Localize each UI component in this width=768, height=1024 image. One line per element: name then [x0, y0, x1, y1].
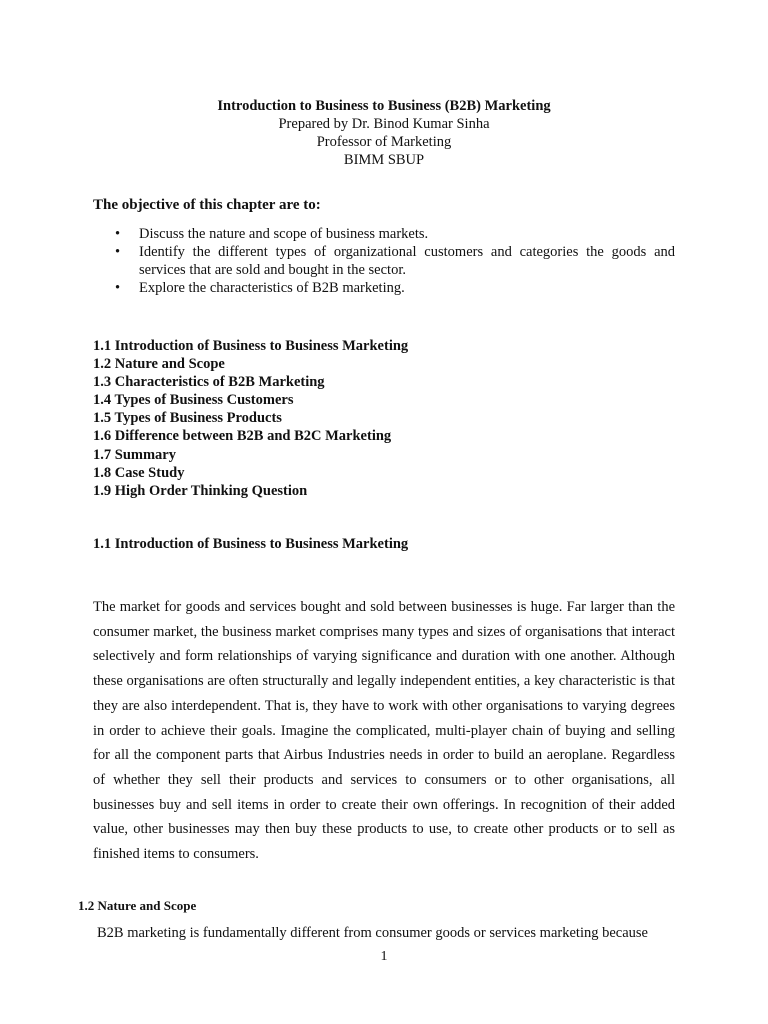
objectives-heading: The objective of this chapter are to:	[93, 197, 321, 213]
author-institution: BIMM SBUP	[343, 152, 425, 168]
toc-item: 1.2 Nature and Scope	[93, 356, 225, 373]
toc-item: 1.9 High Order Thinking Question	[93, 482, 308, 499]
toc-item: 1.5 Types of Business Products	[93, 410, 282, 427]
page-number: 1	[380, 949, 388, 964]
toc-item: 1.1 Introduction of Business to Business Marketing	[93, 338, 409, 354]
objectives-list	[93, 225, 675, 297]
toc-item: 1.6 Difference between B2B and B2C Marketing	[93, 428, 392, 445]
objective-text: Explore the characteristics of B2B marketing.	[139, 280, 405, 296]
objective-text: Discuss the nature and scope of business markets.	[139, 226, 429, 242]
body-paragraph-start: B2B marketing is fundamentally different from consumer goods or services marketing because	[97, 925, 648, 941]
author-line: Prepared by Dr. Binod Kumar Sinha	[278, 116, 490, 132]
author-position: Professor of Marketing	[316, 134, 452, 150]
document-title: Introduction to Business to Business (B2B) Marketing	[217, 98, 551, 114]
bullet-icon: •	[115, 280, 121, 296]
body-paragraph: The market for goods and services bought and sold between businesses is huge. Far larger than the consumer market, the business market comprises many types and sizes of organisations that interact selectively and form relationships of varying significance and duration with one another. Although these organisations are often structurally and legally independent entities, a key characteristic is that they are also interdependent. That is, they have to work with other organisations to varying degrees in order to achieve their goals. Imagine the complicated, multi-player chain of buying and selling for all the component parts that Airbus Industries needs in order to build an aeroplane. Regardless of whether they sell their products and services to consumers or to other organisations, all businesses buy and sell items in order to create their own offerings. In recognition of their added value, other businesses may then buy these products to use, to create other products or to sell as finished items to consumers.	[93, 599, 675, 863]
toc-item: 1.7 Summary	[93, 446, 176, 463]
document-header	[0, 97, 768, 169]
toc-item: 1.3 Characteristics of B2B Marketing	[93, 374, 325, 391]
section-heading: 1.1 Introduction of Business to Business Marketing	[93, 536, 409, 552]
objective-item	[93, 279, 675, 297]
table-of-contents	[93, 337, 408, 500]
bullet-icon: •	[115, 244, 121, 260]
toc-item: 1.4 Types of Business Customers	[93, 392, 294, 409]
toc-item: 1.8 Case Study	[93, 464, 185, 481]
objective-item	[93, 225, 675, 243]
bullet-icon: •	[115, 226, 121, 242]
objective-item	[93, 243, 675, 279]
objective-text: Identify the different types of organizational customers and categories the goods and services that are sold and bought in the sector.	[139, 244, 675, 278]
subsection-heading: 1.2 Nature and Scope	[78, 898, 197, 913]
